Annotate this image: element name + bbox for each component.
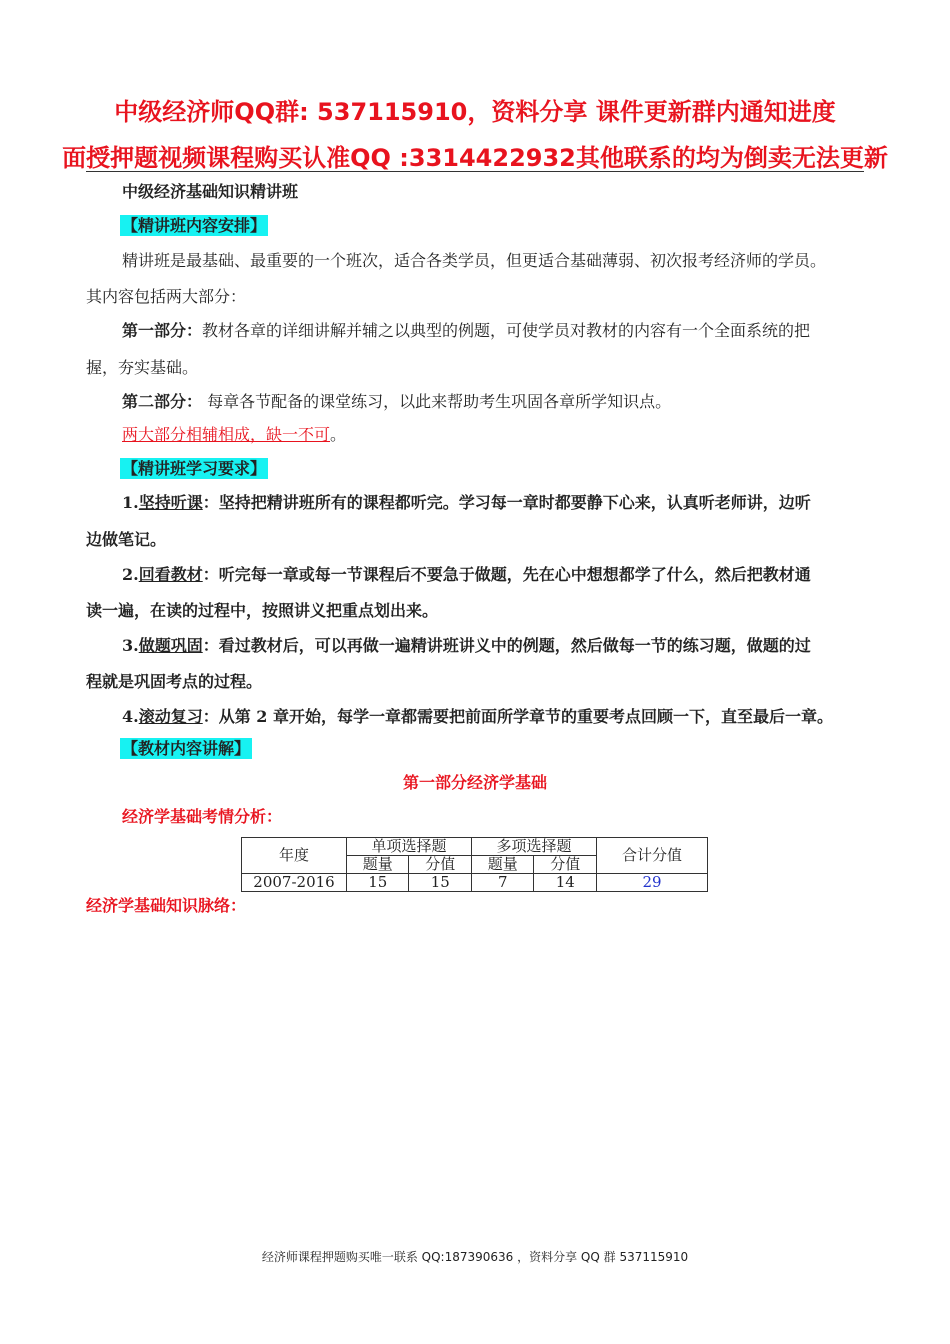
req-2-line-1: 2.回看教材：听完每一章或每一节课程后不要急于做题，先在心中想想都学了什么，然后把教材通	[122, 565, 811, 584]
banner-line-2: 面授押题视频课程购买认准QQ :3314422932其他联系的均为倒卖无法更新	[62, 144, 888, 172]
cell-year: 2007-2016	[242, 874, 347, 892]
req-3-line-2: 程就是巩固考点的过程。	[86, 672, 263, 691]
header-divider	[86, 171, 864, 172]
exam-analysis-table	[241, 837, 708, 892]
header-multi-choice: 多项选择题	[471, 838, 596, 856]
analysis-title: 经济学基础考情分析：	[122, 807, 283, 826]
req-1-line-2: 边做笔记。	[86, 530, 167, 549]
intro-line-2: 其内容包括两大部分：	[86, 287, 247, 306]
cell-single-score: 15	[409, 874, 472, 892]
req-1-line-1: 1.坚持听课：坚持把精讲班所有的课程都听完。学习每一章时都要静下心来，认真听老师讲，边听	[122, 493, 811, 512]
requirements-tag: 【精讲班学习要求】	[122, 459, 267, 478]
table-row	[242, 874, 708, 892]
page-footer: 经济师课程押题购买唯一联系 QQ:187390636 ，资料分享 QQ 群 537115910	[261, 1250, 689, 1264]
part1-line-2: 握，夯实基础。	[86, 358, 199, 377]
header-single-count: 题量	[347, 856, 409, 874]
part-title: 第一部分经济学基础	[402, 773, 547, 792]
header-year: 年度	[242, 838, 347, 874]
cell-multi-count: 7	[471, 874, 533, 892]
part2-line: 第二部分： 每章各节配备的课堂练习，以此来帮助考生巩固各章所学知识点。	[122, 392, 672, 411]
emphasis-line: 两大部分相辅相成，缺一不可。	[122, 425, 347, 444]
cell-multi-score: 14	[534, 874, 597, 892]
part1-line-1: 第一部分：教材各章的详细讲解并辅之以典型的例题，可使学员对教材的内容有一个全面系统的把	[122, 321, 811, 340]
banner-line-1: 中级经济师QQ群: 537115910，资料分享 课件更新群内通知进度	[114, 98, 836, 126]
req-2-line-2: 读一遍，在读的过程中，按照讲义把重点划出来。	[86, 601, 439, 620]
content-tag: 【教材内容讲解】	[122, 739, 251, 758]
arrangement-tag: 【精讲班内容安排】	[122, 216, 267, 235]
course-title: 中级经济基础知识精讲班	[122, 182, 299, 201]
header-multi-count: 题量	[471, 856, 533, 874]
knowledge-title: 经济学基础知识脉络：	[86, 896, 247, 915]
req-4-line-1: 4.滚动复习：从第 2 章开始，每学一章都需要把前面所学章节的重要考点回顾一下，直至最后一章。	[122, 707, 833, 726]
cell-total: 29	[597, 874, 708, 892]
header-total: 合计分值	[597, 838, 708, 874]
cell-single-count: 15	[347, 874, 409, 892]
header-single-score: 分值	[409, 856, 472, 874]
req-3-line-1: 3.做题巩固：看过教材后，可以再做一遍精讲班讲义中的例题，然后做每一节的练习题，做题的过	[122, 636, 811, 655]
intro-line-1: 精讲班是最基础、最重要的一个班次，适合各类学员，但更适合基础薄弱、初次报考经济师的学员。	[122, 251, 827, 270]
header-multi-score: 分值	[534, 856, 597, 874]
header-single-choice: 单项选择题	[347, 838, 472, 856]
